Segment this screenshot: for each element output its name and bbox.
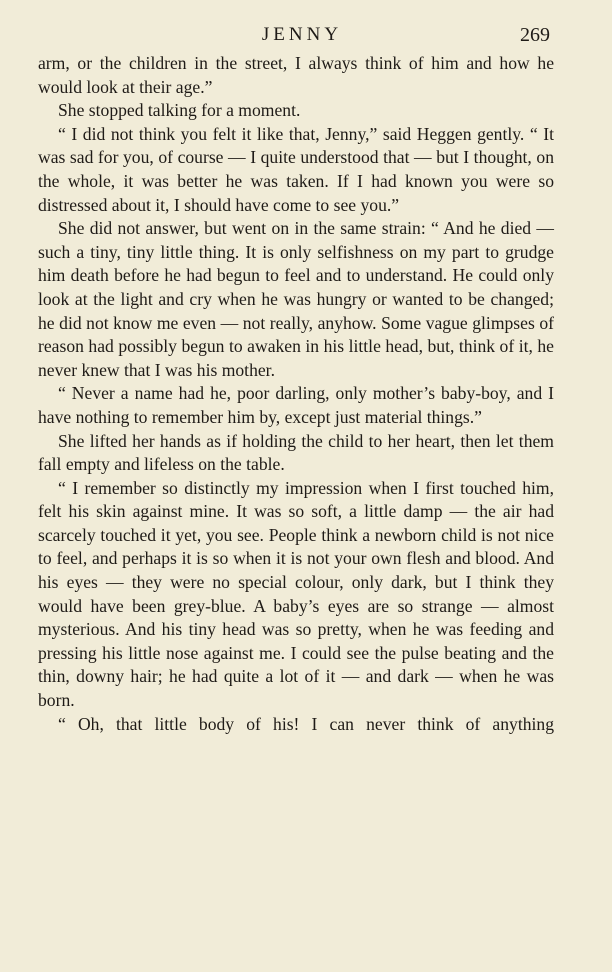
body-text [38,52,554,736]
paragraph: arm, or the children in the street, I always think of him and how he would look at their age.” [38,53,554,97]
paragraph: She did not answer, but went on in the same strain: “ And he died — such a tiny, tiny little thing. It is only selfishness on my part to grudge him death before he had begun to feel and to understand. He could only look at the light and cry when he was hungry or wanted to be changed; he did not know me even — not really, anyhow. Some vague glimpses of reason had possibly begun to awaken in his little head, but, think of it, he never knew that I was his mother. [38,218,554,380]
paragraph: “ I remember so distinctly my impression when I first touched him, felt his skin against mine. It was so soft, a little damp — the air had scarcely touched it yet, you see. People think a newborn child is not nice to feel, and perhaps it is so when it is not your own flesh and blood. And his eyes — they were no special colour, only dark, but I think they would have been grey-blue. A baby’s eyes are so strange — almost mysterious. And his tiny head was so pretty, when he was feeding and pressing his little nose against me. I could see the pulse beating and the thin, downy hair; he had quite a lot of it — and dark — when he was born. [38,477,554,711]
page-number: 269 [520,24,550,46]
paragraph: She lifted her hands as if holding the child to her heart, then let them fall empty and lifeless on the table. [38,430,554,475]
page-header [38,24,554,52]
paragraph: “ Never a name had he, poor darling, only mother’s baby-boy, and I have nothing to remember him by, except just material things.” [38,383,554,427]
paragraph: She stopped talking for a moment. [58,100,301,121]
paragraph: “ Oh, that little body of his! I can never think of anything [58,713,554,734]
book-page [38,24,554,736]
paragraph: “ I did not think you felt it like that, Jenny,” said Heggen gently. “ It was sad for you, of course — I quite understood that — but I thought, on the whole, it was better he was taken. If I had known you were so distressed about it, I should have come to see you.” [38,123,554,215]
running-head: JENNY [261,24,343,45]
